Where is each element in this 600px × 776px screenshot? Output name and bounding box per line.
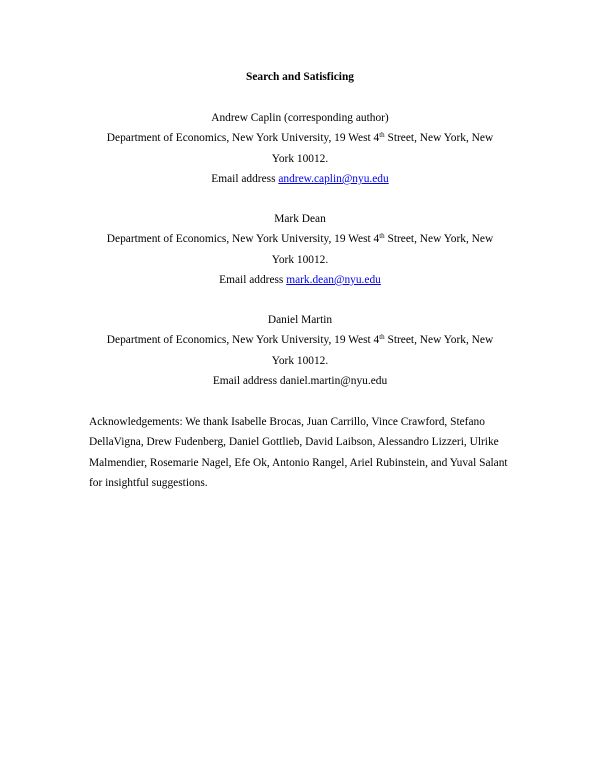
author-affiliation [95, 128, 505, 169]
author-block-caplin [0, 108, 600, 189]
acknowledgements-paragraph: Acknowledgements: We thank Isabelle Brocas, Juan Carrillo, Vince Crawford, Stefano DellaVigna, Drew Fudenberg, Daniel Gottlieb, David Laibson, Alessandro Lizzeri, Ulrike Malmendier, Rosemarie Nagel, Efe Ok, Antonio Rangel, Ariel Rubinstein, and Yuval Salant for insightful suggestions. [89, 416, 508, 489]
author-affiliation [95, 330, 505, 371]
author-block-martin [0, 310, 600, 391]
affiliation-text: Department of Economics, New York University, 19 West 4 [106, 334, 380, 347]
affiliation-text: Department of Economics, New York University, 19 West 4 [106, 233, 380, 246]
affiliation-text-end: Street, New York, New York 10012. [271, 132, 494, 165]
paper-title: Search and Satisficing [245, 71, 355, 83]
author-email-line [0, 371, 600, 391]
affiliation-superscript: th [379, 131, 385, 140]
affiliation-superscript: th [379, 232, 385, 241]
email-text: daniel.martin@nyu.edu [279, 374, 388, 387]
author-email-line [0, 270, 600, 290]
author-name: Daniel Martin [267, 314, 333, 326]
author-affiliation [95, 229, 505, 270]
author-email-line [0, 169, 600, 189]
author-block-dean [0, 209, 600, 290]
email-link[interactable]: mark.dean@nyu.edu [286, 273, 381, 286]
author-name: Mark Dean [274, 213, 326, 225]
affiliation-text-end: Street, New York, New York 10012. [271, 334, 494, 367]
email-label: Email address [212, 374, 280, 387]
affiliation-text: Department of Economics, New York University, 19 West 4 [106, 132, 380, 145]
email-label: Email address [211, 172, 279, 185]
email-link[interactable]: andrew.caplin@nyu.edu [278, 172, 389, 185]
email-label: Email address [219, 273, 287, 286]
author-name: Andrew Caplin (corresponding author) [211, 112, 389, 124]
affiliation-text-end: Street, New York, New York 10012. [271, 233, 494, 266]
affiliation-superscript: th [379, 333, 385, 342]
